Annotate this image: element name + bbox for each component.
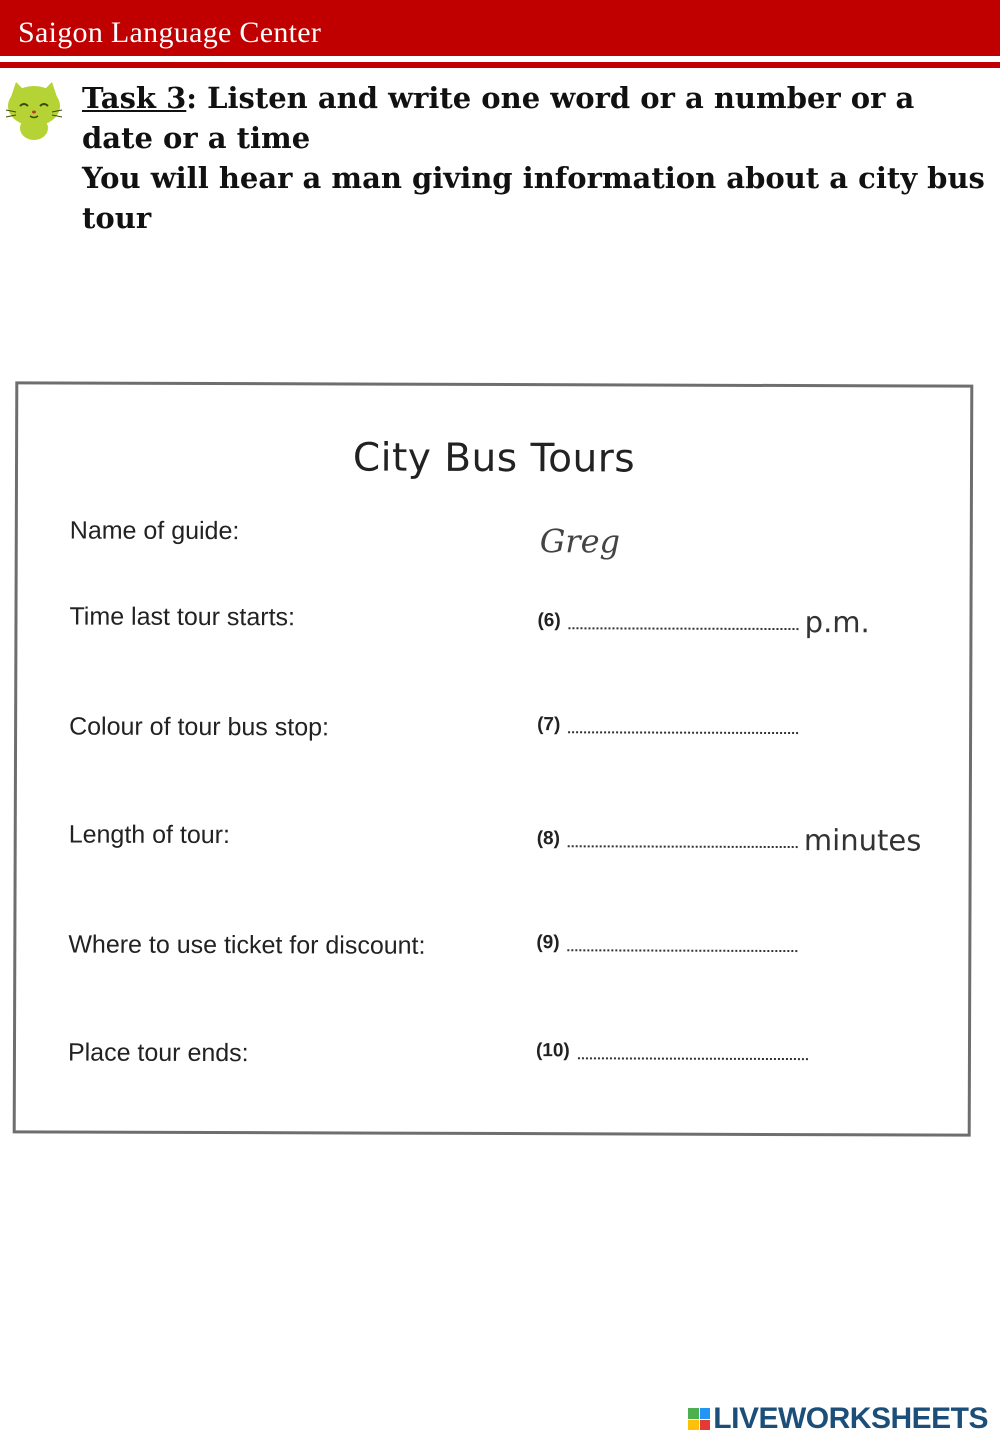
answer-blank-8[interactable] [568, 831, 798, 848]
answer-area [537, 604, 869, 645]
question-number: (7) [537, 714, 561, 736]
task-subtitle: You will hear a man giving information about a city bus tour [82, 161, 985, 235]
task-instruction: : Listen and write one word or a number or a date or a time [82, 81, 915, 155]
question-row-9 [16, 930, 968, 973]
question-number: (8) [536, 828, 560, 850]
answer-unit: minutes [803, 823, 922, 858]
question-label: Length of tour: [68, 820, 231, 850]
cat-mascot-icon [2, 78, 66, 142]
task-heading [82, 78, 987, 158]
answer-area [537, 822, 922, 863]
question-label: Time last tour starts: [69, 602, 296, 632]
header-divider [0, 62, 1000, 68]
answer-area [537, 714, 798, 755]
question-row-10 [16, 1038, 968, 1081]
liveworksheets-logo-icon [688, 1408, 710, 1430]
answer-blank-7[interactable] [568, 717, 798, 734]
question-number: (10) [535, 1040, 570, 1062]
brand-name: LIVEWORKSHEETS [713, 1402, 988, 1435]
header-bar [0, 0, 1000, 56]
answer-area [536, 1040, 808, 1081]
answer-blank-6[interactable] [569, 613, 799, 630]
question-label: Where to use ticket for discount: [68, 930, 426, 960]
form-title: City Bus Tours [352, 435, 636, 482]
question-number: (6) [537, 610, 561, 632]
bus-tour-form [13, 381, 974, 1136]
question-row-7 [17, 712, 969, 755]
question-label: Place tour ends: [67, 1038, 249, 1068]
question-row-8 [17, 820, 969, 863]
task-label: Task 3 [82, 81, 187, 115]
guide-row [18, 516, 970, 559]
answer-blank-9[interactable] [568, 935, 798, 952]
center-name: Saigon Language Center [18, 16, 322, 49]
answer-blank-10[interactable] [578, 1043, 808, 1060]
answer-unit: p.m. [804, 605, 870, 640]
guide-label: Name of guide: [69, 516, 240, 546]
question-number: (9) [536, 932, 560, 954]
liveworksheets-brand [688, 1402, 988, 1436]
answer-area [536, 932, 797, 973]
question-row-6 [17, 602, 969, 645]
guide-answer: Greg [539, 522, 621, 561]
question-label: Colour of tour bus stop: [69, 712, 330, 742]
task-instructions [82, 78, 987, 238]
